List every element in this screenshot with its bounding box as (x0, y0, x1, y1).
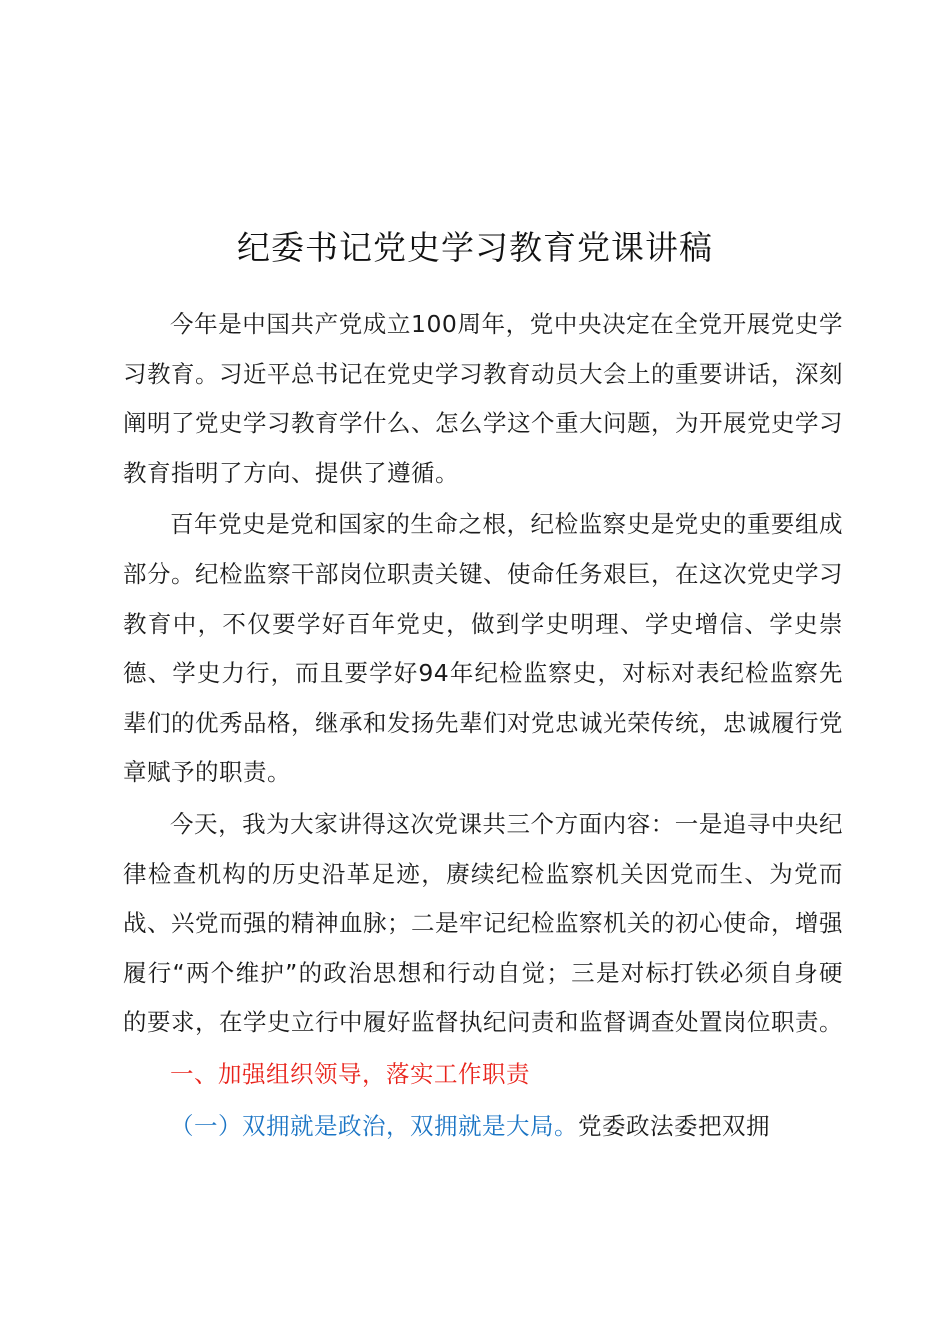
paragraph-outline: 今天，我为大家讲得这次党课共三个方面内容：一是追寻中央纪律检查机构的历史沿革足迹，赓续纪检监察机关因党而生、为党而战、兴党而强的精神血脉；二是牢记纪检监察机关的初心使命，增强履行“两个维护”的政治思想和行动自觉；三是对标打铁必须自身硬的要求，在学史立行中履好监督执纪问责和监督调查处置岗位职责。 (123, 809, 843, 1037)
subsection-text: 党委政法委把双拥 (578, 1111, 770, 1140)
paragraph-intro: 今年是中国共产党成立100周年，党中央决定在全党开展党史学习教育。习近平总书记在党史学习教育动员大会上的重要讲话，深刻阐明了党史学习教育学什么、怎么学这个重大问题，为开展党史学习教育指明了方向、提供了遵循。 (123, 310, 843, 487)
subsection-paragraph (123, 1102, 843, 1152)
subsection-heading: （一）双拥就是政治，双拥就是大局。 (170, 1111, 578, 1140)
section-heading: 一、加强组织领导，落实工作职责 (170, 1059, 530, 1088)
document-body (123, 300, 843, 1153)
document-title: 纪委书记党史学习教育党课讲稿 (237, 228, 713, 267)
paragraph-history: 百年党史是党和国家的生命之根，纪检监察史是党史的重要组成部分。纪检监察干部岗位职责关键、使命任务艰巨，在这次党史学习教育中，不仅要学好百年党史，做到学史明理、学史增信、学史崇德、学史力行，而且要学好94年纪检监察史，对标对表纪检监察先辈们的优秀品格，继承和发扬先辈们对党忠诚光荣传统，忠诚履行党章赋予的职责。 (123, 510, 843, 787)
